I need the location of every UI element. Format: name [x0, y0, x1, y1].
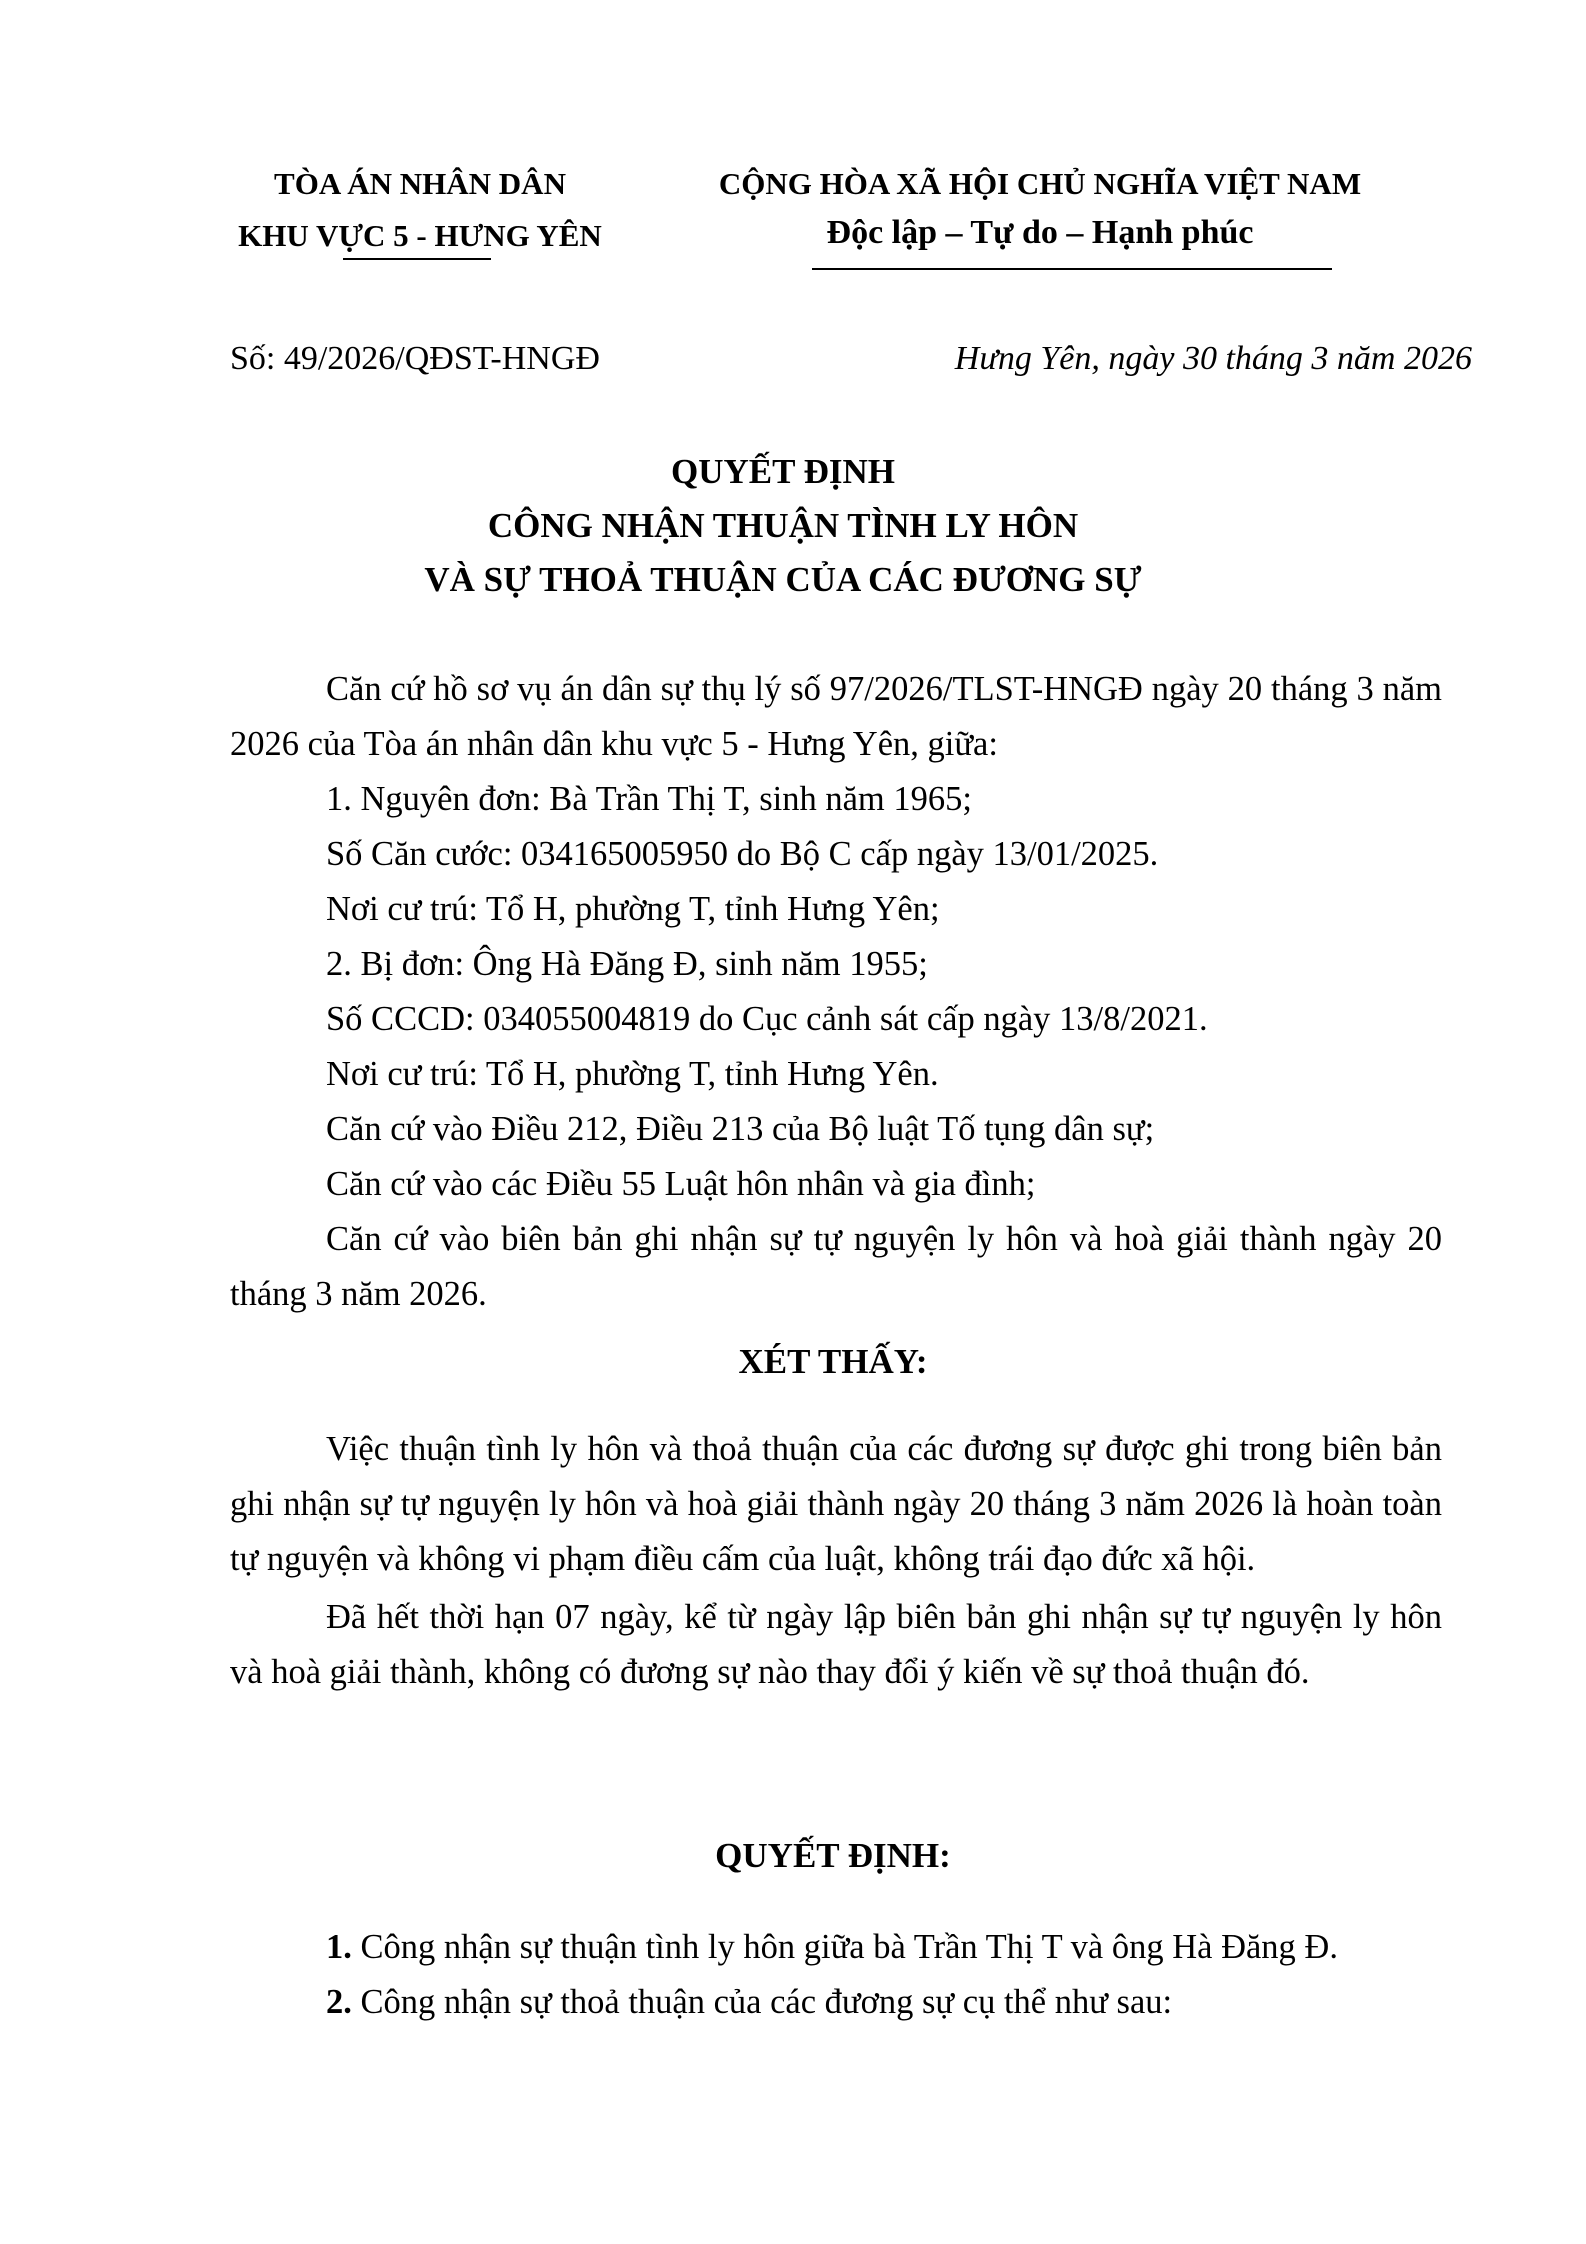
decision-item-2-number: 2.	[326, 1983, 352, 2021]
decision-item-1-number: 1.	[326, 1928, 352, 1966]
document-subtitle-1: CÔNG NHẬN THUẬN TÌNH LY HÔN	[487, 506, 1079, 545]
findings-heading: XÉT THẤY:	[738, 1342, 928, 1381]
basis-section	[230, 662, 1442, 1322]
defendant-id: Số CCCD: 034055004819 do Cục cảnh sát cấp ngày 13/8/2021.	[326, 1000, 1208, 1038]
plaintiff-residence: Nơi cư trú: Tổ H, phường T, tỉnh Hưng Yên;	[326, 890, 940, 928]
document-subtitle-2: VÀ SỰ THOẢ THUẬN CỦA CÁC ĐƯƠNG SỰ	[424, 560, 1142, 599]
document-number: Số: 49/2026/QĐST-HNGĐ	[230, 340, 600, 377]
court-name: TÒA ÁN NHÂN DÂN	[274, 166, 566, 201]
national-title: CỘNG HÒA XÃ HỘI CHỦ NGHĨA VIỆT NAM	[718, 166, 1362, 201]
legal-basis-family-law: Căn cứ vào các Điều 55 Luật hôn nhân và gia đình;	[326, 1165, 1036, 1203]
decision-item-2	[230, 1975, 1442, 2030]
document-title: QUYẾT ĐỊNH	[671, 452, 895, 491]
defendant: 2. Bị đơn: Ông Hà Đăng Đ, sinh năm 1955;	[326, 945, 928, 983]
plaintiff-id: Số Căn cước: 034165005950 do Bộ C cấp ngày 13/01/2025.	[326, 835, 1159, 873]
decision-section	[230, 1920, 1442, 2030]
basis-case-record: Căn cứ hồ sơ vụ án dân sự thụ lý số 97/2026/TLST-HNGĐ ngày 20 tháng 3 năm 2026 của Tòa án nhân dân khu vực 5 - Hưng Yên, giữa:	[230, 670, 1442, 763]
findings-paragraph-1: Việc thuận tình ly hôn và thoả thuận của các đương sự được ghi trong biên bản ghi nhận sự tự nguyện ly hôn và hoà giải thành ngày 20 tháng 3 năm 2026 là hoàn toàn tự nguyện và không vi phạm điều cấm của luật, không trái đạo đức xã hội.	[230, 1430, 1442, 1578]
decision-heading: QUYẾT ĐỊNH:	[715, 1836, 951, 1875]
place-date: Hưng Yên, ngày 30 tháng 3 năm 2026	[954, 340, 1472, 377]
decision-item-1	[230, 1920, 1442, 1975]
national-motto: Độc lập – Tự do – Hạnh phúc	[826, 214, 1254, 251]
legal-basis-minutes: Căn cứ vào biên bản ghi nhận sự tự nguyện ly hôn và hoà giải thành ngày 20 tháng 3 năm 2026.	[230, 1220, 1442, 1313]
findings-section	[230, 1422, 1442, 1700]
decision-item-1-text: Công nhận sự thuận tình ly hôn giữa bà Trần Thị T và ông Hà Đăng Đ.	[351, 1928, 1338, 1966]
motto-underline	[812, 268, 1332, 270]
defendant-residence: Nơi cư trú: Tổ H, phường T, tỉnh Hưng Yên.	[326, 1055, 939, 1093]
plaintiff: 1. Nguyên đơn: Bà Trần Thị T, sinh năm 1965;	[326, 780, 972, 818]
findings-paragraph-2: Đã hết thời hạn 07 ngày, kể từ ngày lập biên bản ghi nhận sự tự nguyện ly hôn và hoà giải thành, không có đương sự nào thay đổi ý kiến về sự thoả thuận đó.	[230, 1598, 1442, 1691]
decision-item-2-text: Công nhận sự thoả thuận của các đương sự cụ thể như sau:	[351, 1983, 1173, 2021]
legal-basis-procedure: Căn cứ vào Điều 212, Điều 213 của Bộ luật Tố tụng dân sự;	[326, 1110, 1155, 1148]
court-region: KHU VỰC 5 - HƯNG YÊN	[238, 218, 602, 253]
court-underline	[343, 258, 491, 260]
